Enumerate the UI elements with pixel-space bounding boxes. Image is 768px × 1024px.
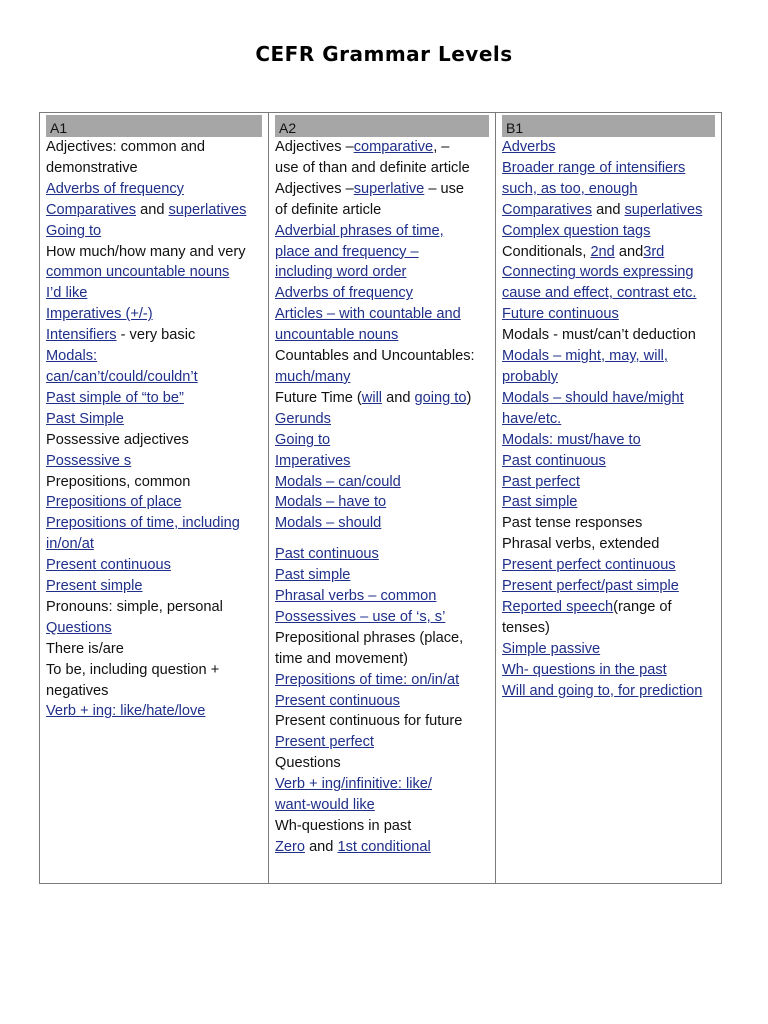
topic-link[interactable]: Prepositions of time: on/in/at [275,671,460,688]
topic-line [275,513,495,534]
topic-link[interactable]: place and frequency – [275,243,419,260]
topic-line [46,346,268,367]
topic-link[interactable]: Adverbial phrases of time, [275,222,444,239]
topic-text: Prepositional phrases (place, [275,629,464,646]
topic-link[interactable]: Comparatives [502,201,593,218]
topic-line [275,472,495,493]
topic-link[interactable]: will [361,389,383,406]
topic-line [502,262,721,283]
topic-line [46,597,268,618]
topic-link[interactable]: common uncountable nouns [46,264,230,281]
topic-line [46,492,268,513]
topic-line [502,639,721,660]
topic-text: and [136,201,169,218]
topic-line [46,367,268,388]
topic-line [502,472,721,493]
topic-line [46,618,268,639]
topic-line [275,607,495,628]
topic-link[interactable]: Gerunds [275,410,331,427]
topic-link[interactable]: Imperatives (+/-) [46,306,153,323]
topic-link[interactable]: Imperatives [275,452,351,469]
topic-line [46,472,268,493]
topic-text: Present continuous for future [275,713,463,730]
topic-link[interactable]: Adverbs of frequency [46,180,184,197]
topic-line [502,200,721,221]
topic-line [502,660,721,681]
topic-line [275,451,495,472]
spacer [275,534,495,544]
topic-line [275,732,495,753]
topic-line [275,670,495,691]
topic-link[interactable]: Phrasal verbs – common [275,588,437,605]
topic-line [502,325,721,346]
topic-link[interactable]: Past continuous [502,452,606,469]
topic-text: To be, including question + [46,661,220,678]
topic-link[interactable]: Present perfect continuous [502,557,676,574]
topic-link[interactable]: including word order [275,264,407,281]
topic-link[interactable]: Prepositions of place [46,494,182,511]
topic-link[interactable]: going to [414,389,467,406]
topic-line [275,816,495,837]
topic-line [46,179,268,200]
topic-text: (range of [613,598,672,615]
topic-link[interactable]: Wh- questions in the past [502,661,667,678]
topic-line [46,221,268,242]
topic-text: Wh-questions in past [275,818,412,834]
topic-line [275,649,495,670]
topic-link[interactable]: superlative [353,180,425,197]
topic-link[interactable]: Going to [275,431,331,448]
topic-link[interactable]: Intensifiers [46,327,117,344]
topic-link[interactable]: superlatives [624,201,703,218]
topic-line [275,367,495,388]
topic-link[interactable]: probably [502,368,558,385]
topic-link[interactable]: Going to [46,222,102,239]
topic-link[interactable]: Adverbs [502,139,556,155]
topic-text: Prepositions, common [46,473,191,490]
topic-text: Modals - must/can’t deduction [502,327,696,344]
topic-line [46,430,268,451]
topic-line [46,681,268,702]
topic-line [275,200,495,221]
topic-text: Adjectives – [275,180,354,197]
topic-link[interactable]: can/can’t/could/couldn’t [46,368,198,385]
topic-line [275,774,495,795]
topic-line [502,346,721,367]
topic-line [275,691,495,712]
topic-text: Phrasal verbs, extended [502,536,660,553]
topic-line [275,492,495,513]
topic-line [275,158,495,179]
topic-link[interactable]: I’d like [46,285,88,302]
topic-text: and [592,201,625,218]
topic-line [275,586,495,607]
topic-line [46,242,268,263]
topic-text: Pronouns: simple, personal [46,598,223,615]
topic-line [502,283,721,304]
topic-link[interactable]: Complex question tags [502,222,651,239]
topic-link[interactable]: Modals – should [275,515,382,532]
topic-line [502,158,721,179]
topic-line [502,221,721,242]
topic-link[interactable]: Prepositions of time, including [46,515,240,532]
topic-line [502,597,721,618]
topic-line [275,325,495,346]
topic-link[interactable]: Possessive s [46,452,132,469]
topic-line [502,534,721,555]
topic-link[interactable]: Adverbs of frequency [275,285,413,302]
topic-line [275,544,495,565]
topic-line [502,242,721,263]
topic-link[interactable]: Present perfect/past simple [502,578,679,595]
topic-line [275,837,495,858]
topic-link[interactable]: Past Simple [46,410,124,427]
topic-text: Conditionals, [502,243,591,260]
topic-line [46,409,268,430]
topic-text: Countables and Uncountables: [275,348,475,365]
topic-link[interactable]: much/many [275,368,351,385]
topic-line [502,492,721,513]
topic-line [275,179,495,200]
topic-link[interactable]: Verb + ing/infinitive: like/ [275,776,432,793]
topic-text: of definite article [275,201,382,218]
topic-text: and [305,838,338,855]
topic-text: - very basic [116,327,196,344]
topic-link[interactable]: 3rd [643,243,665,260]
topic-link[interactable]: have/etc. [502,410,562,427]
topic-line [275,430,495,451]
column-b1 [495,113,721,883]
topic-line [275,221,495,242]
topic-line [275,242,495,263]
topic-text: tenses) [502,619,550,636]
column-header-a1: A1 [46,115,262,137]
topic-link[interactable]: Connecting words expressing [502,264,694,281]
topic-link[interactable]: Modals – can/could [275,473,401,490]
topic-line [275,753,495,774]
topic-line [275,388,495,409]
topic-link[interactable]: Will and going to, for prediction [502,682,703,699]
topic-line [502,555,721,576]
topic-link[interactable]: such, as too, enough [502,180,638,197]
topic-text: time and movement) [275,650,409,667]
topic-link[interactable]: Present perfect [275,734,374,751]
topic-line [502,409,721,430]
topic-link[interactable]: cause and effect, contrast etc. [502,285,697,302]
topic-text: Adjectives: common and [46,139,205,155]
topic-link[interactable]: comparative [353,139,434,155]
topic-text: and [614,243,644,260]
topic-link[interactable]: Modals – should have/might [502,389,684,406]
topic-line [46,534,268,555]
topic-link[interactable]: Modals – might, may, will, [502,348,668,365]
topic-text: Possessive adjectives [46,431,189,448]
topic-line [46,513,268,534]
topic-link[interactable]: uncountable nouns [275,327,399,344]
topic-link[interactable]: Comparatives [46,201,137,218]
topic-link[interactable]: Verb + ing: like/hate/love [46,703,206,720]
column-header-a2: A2 [275,115,489,137]
topic-link[interactable]: Past simple [502,494,578,511]
topic-line [46,639,268,660]
topic-line [502,451,721,472]
topic-text: – use [424,180,465,197]
topic-line [502,304,721,325]
topic-link[interactable]: 2nd [590,243,615,260]
topic-link[interactable]: want-would like [275,797,375,814]
topic-line [275,711,495,732]
topic-line [502,179,721,200]
topic-line [275,137,495,158]
topic-link[interactable]: Past simple of “to be” [46,389,184,406]
topic-line [46,576,268,597]
column-a1 [40,113,268,883]
column-items-a1 [46,137,268,722]
topic-link[interactable]: Reported speech [502,598,614,615]
topic-line [275,283,495,304]
topic-line [46,200,268,221]
column-a2 [268,113,495,883]
topic-link[interactable]: Past continuous [275,546,379,563]
topic-line [275,795,495,816]
topic-line [275,262,495,283]
topic-line [46,555,268,576]
page-title: CEFR Grammar Levels [255,42,513,66]
topic-link[interactable]: Questions [46,619,112,636]
topic-line [46,304,268,325]
topic-link[interactable]: Present continuous [275,692,400,709]
topic-line [46,701,268,722]
topic-line [46,451,268,472]
topic-line [275,565,495,586]
topic-text: demonstrative [46,159,138,176]
topic-link[interactable]: Zero [275,838,306,855]
column-items-a2 [275,137,495,858]
topic-line [275,346,495,367]
topic-line [275,409,495,430]
topic-line [502,137,721,158]
topic-link[interactable]: Present simple [46,578,143,595]
topic-text: and [382,389,415,406]
topic-line [502,681,721,702]
topic-line [46,158,268,179]
topic-line [46,262,268,283]
topic-link[interactable]: 1st conditional [337,838,431,855]
topic-text: negatives [46,682,109,699]
topic-text: use of than and definite article [275,159,470,176]
column-header-b1: B1 [502,115,715,137]
topic-line [46,660,268,681]
topic-link[interactable]: Present continuous [46,557,171,574]
topic-link[interactable]: Modals: [46,348,98,365]
topic-text: There is/are [46,640,124,657]
topic-line [502,388,721,409]
topic-text: ) [466,389,472,406]
topic-text: Questions [275,755,341,772]
topic-text: Adjectives – [275,139,354,155]
topic-line [46,388,268,409]
topic-line [502,513,721,534]
topic-line [502,576,721,597]
column-items-b1 [502,137,721,701]
topic-text: , – [433,139,450,155]
topic-line [502,430,721,451]
topic-link[interactable]: Broader range of intensifiers [502,159,686,176]
topic-text: How much/how many and very [46,243,246,260]
topic-line [46,325,268,346]
topic-line [46,137,268,158]
topic-text: Past tense responses [502,515,643,532]
topic-line [502,367,721,388]
topic-link[interactable]: Future continuous [502,306,619,323]
topic-link[interactable]: Simple passive [502,640,601,657]
topic-link[interactable]: in/on/at [46,536,94,553]
topic-link[interactable]: Possessives – use of ‘s, s’ [275,608,446,625]
topic-text: Future Time ( [275,389,362,406]
topic-link[interactable]: superlatives [168,201,247,218]
topic-line [46,283,268,304]
topic-link[interactable]: Past simple [275,567,351,584]
topic-line [275,304,495,325]
grammar-table [39,112,722,884]
topic-line [502,618,721,639]
topic-link[interactable]: Modals – have to [275,494,387,511]
topic-link[interactable]: Past perfect [502,473,580,490]
topic-line [275,628,495,649]
topic-link[interactable]: Modals: must/have to [502,431,641,448]
topic-link[interactable]: Articles – with countable and [275,306,461,323]
